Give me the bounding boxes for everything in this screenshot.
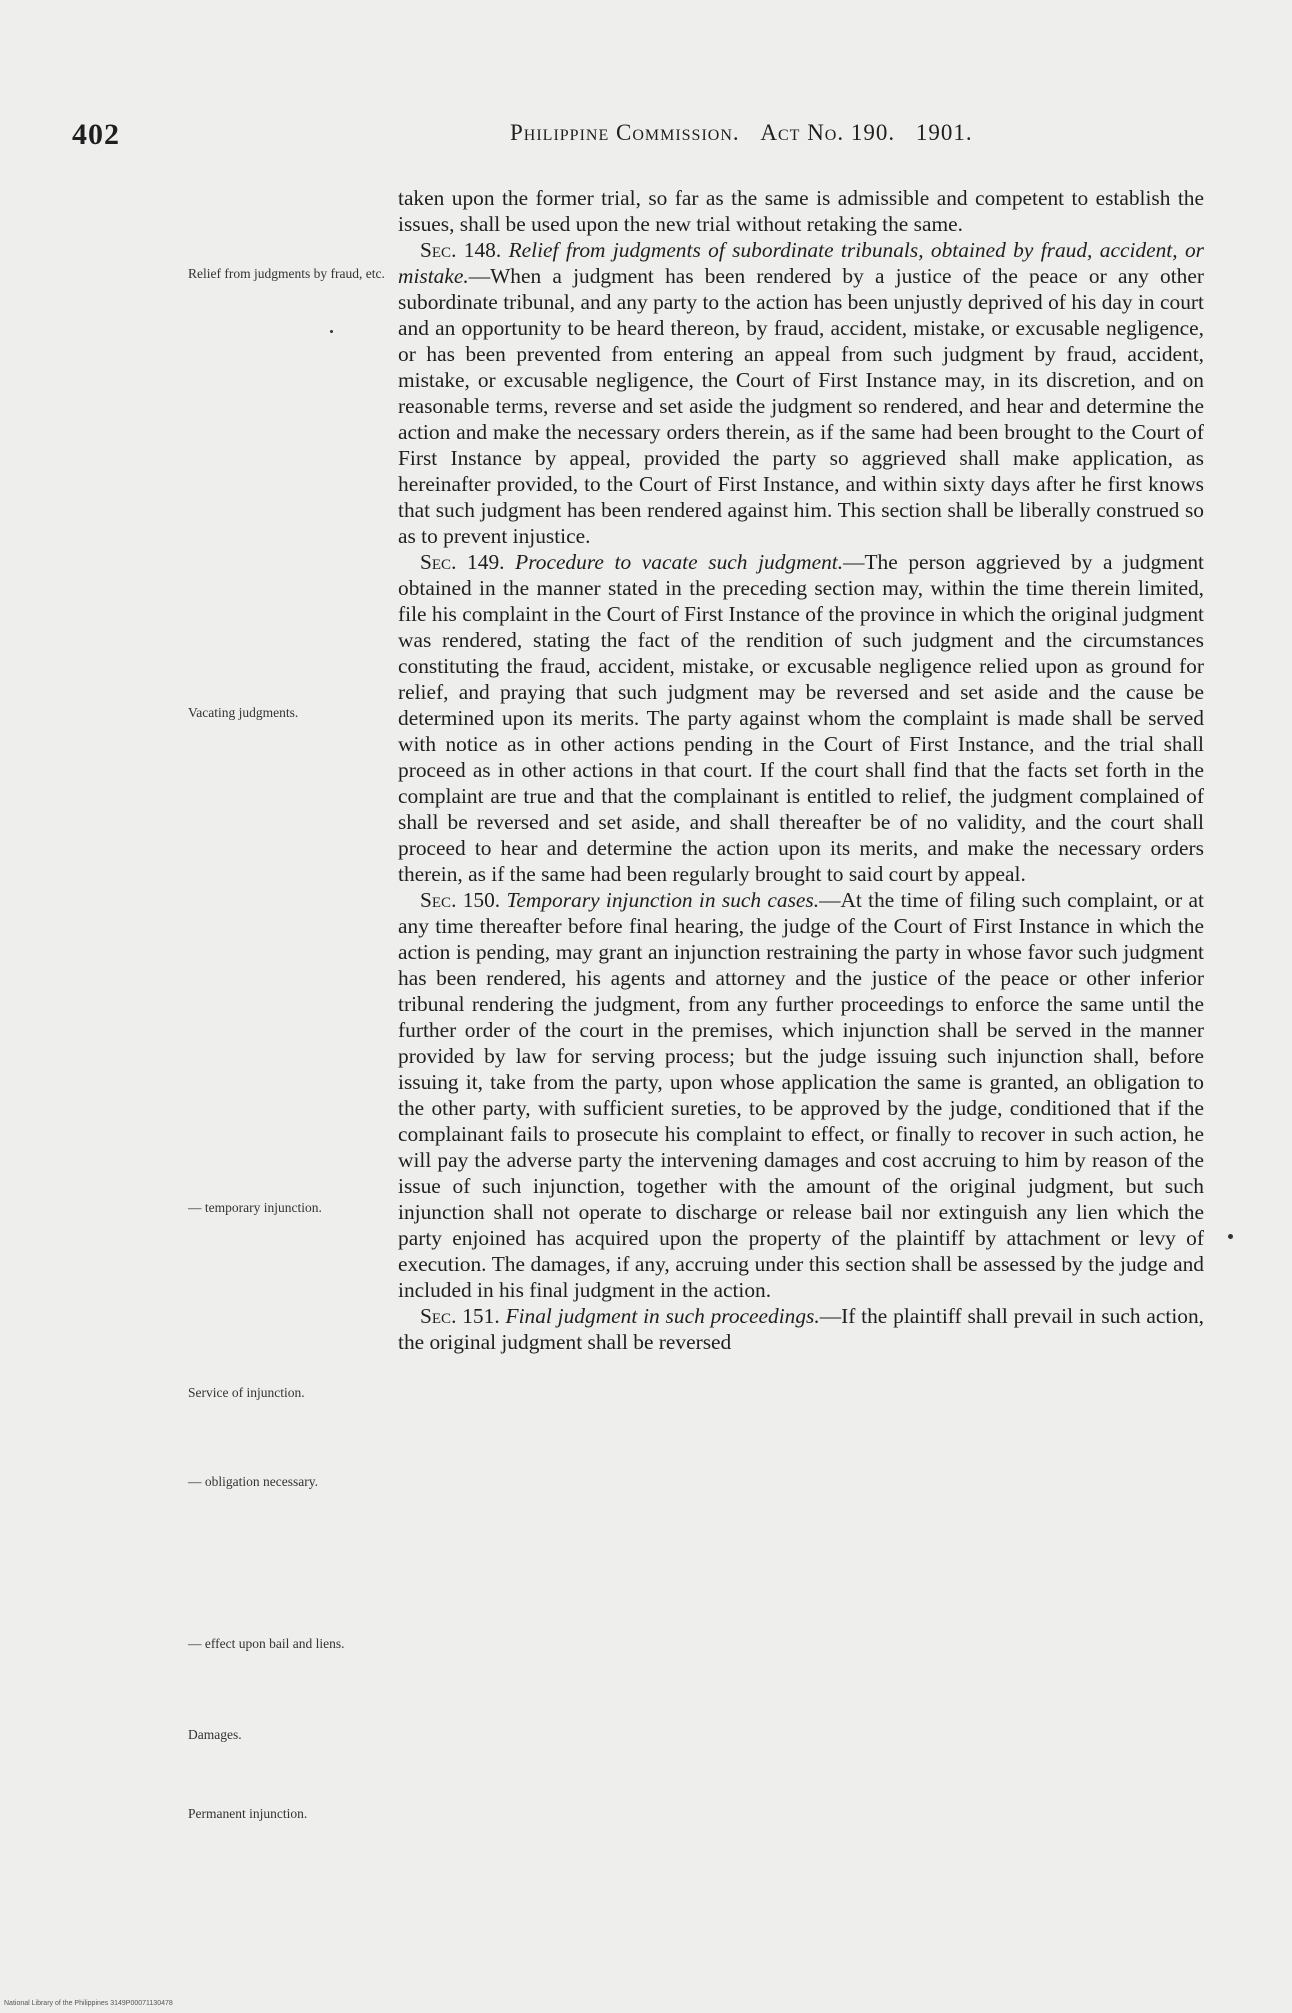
- section-148: [398, 237, 1204, 549]
- margin-note-vacating: Vacating judgments.: [188, 705, 299, 720]
- page-number: 402: [72, 118, 120, 151]
- section-number: Sec. 148.: [420, 238, 502, 262]
- margin-note-service: Service of injunction.: [188, 1385, 305, 1400]
- section-title: Final judgment in such proceedings.: [505, 1304, 820, 1328]
- margin-note-relief: Relief from judgments by fraud, etc.: [188, 266, 385, 281]
- section-text: —The person aggrieved by a judgment obtained in the manner stated in the preceding section may, within the time therein limited, file his complaint in the Court of First Instance of the province in which the original judgment was rendered, stating the fact of the rendition of such judgment and the circumstances constituting the fraud, accident, mistake, or excusable negligence relied upon as ground for relief, and praying that such judgment may be reversed and set aside and the cause be determined upon its merits. The party against whom the complaint is made shall be served with notice as in other actions pending in the Court of First Instance, and the trial shall proceed as in other actions in that court. If the court shall find that the facts set forth in the complaint are true and that the complainant is entitled to relief, the judgment complained of shall be reversed and set aside, and shall thereafter be of no validity, and the court shall proceed to hear and determine the action upon its merits, and make the necessary orders therein, as if the same had been regularly brought to said court by appeal.: [398, 550, 1204, 886]
- continuation-paragraph: taken upon the former trial, so far as the same is admissible and competent to establish the issues, shall be used upon the new trial without retaking the same.: [398, 186, 1204, 236]
- section-title: Procedure to vacate such judgment.: [515, 550, 844, 574]
- section-text: —If the plaintiff shall prevail in such action, the original judgment shall be reversed: [398, 1304, 1204, 1354]
- year: 1901.: [915, 120, 973, 145]
- margin-note-bail-liens: — effect upon bail and liens.: [188, 1636, 345, 1651]
- scan-footer: National Library of the Philippines 3149P00071130478: [4, 2000, 173, 2007]
- margin-note-permanent: Permanent injunction.: [188, 1806, 308, 1821]
- margin-note-damages: Damages.: [188, 1727, 242, 1742]
- section-150: [398, 887, 1204, 1303]
- scan-speck: [330, 330, 333, 333]
- publication-title: Philippine Commission.: [510, 120, 740, 145]
- section-title: Relief from judgments of subordinate tribunals, obtained by fraud, accident, or mistake.: [398, 238, 1204, 288]
- section-text: —At the time of filing such complaint, or at any time thereafter before final hearing, the judge of the Court of First Instance in which the action is pending, may grant an injunction restraining the party in whose favor such judgment has been rendered, his agents and attorney and the justice of the peace or other inferior tribunal rendering the judgment, from any further proceedings to enforce the same until the further order of the court in the premises, which injunction shall be served in the manner provided by law for serving process; but the judge issuing such injunction shall, before issuing it, take from the party, upon whose application the same is granted, an obligation to the other party, with sufficient sureties, to be approved by the judge, conditioned that if the complainant fails to prosecute his complaint to effect, or finally to recover in such action, he will pay the adverse party the intervening damages and cost accruing to him by reason of the issue of such injunction, together with the amount of the original judgment, but such injunction shall not operate to discharge or release bail nor extinguish any lien which the party enjoined has acquired upon the property of the plaintiff by attachment or levy of execution. The damages, if any, accruing under this section shall be assessed by the judge and included in his final judgment in the action.: [398, 888, 1204, 1302]
- margin-note-obligation: — obligation necessary.: [188, 1474, 318, 1489]
- section-number: Sec. 149.: [420, 550, 505, 574]
- margin-note-temporary-injunction: — temporary injunction.: [188, 1200, 322, 1215]
- running-head: [510, 120, 1210, 146]
- section-title: Temporary injunction in such cases.: [506, 888, 820, 912]
- section-149: [398, 549, 1204, 887]
- section-151: [398, 1303, 1204, 1355]
- body-text: [398, 185, 1204, 1355]
- section-number: Sec. 151.: [420, 1304, 500, 1328]
- act-number: Act No. 190.: [760, 120, 896, 145]
- section-number: Sec. 150.: [420, 888, 501, 912]
- section-text: —When a judgment has been rendered by a justice of the peace or any other subordinate tribunal, and any party to the action has been unjustly deprived of his day in court and an opportunity to be heard thereon, by fraud, accident, mistake, or excusable negligence, or has been prevented from entering an appeal from such judgment by fraud, accident, mistake, or excusable negligence, the Court of First Instance may, in its discretion, and on reasonable terms, reverse and set aside the judgment so rendered, and hear and determine the action and make the necessary orders therein, as if the same had been brought to the Court of First Instance by appeal, provided the party so aggrieved shall make application, as hereinafter provided, to the Court of First Instance, and within sixty days after he first knows that such judgment has been rendered against him. This section shall be liberally construed so as to prevent injustice.: [398, 264, 1204, 548]
- scan-speck: [1228, 1234, 1233, 1239]
